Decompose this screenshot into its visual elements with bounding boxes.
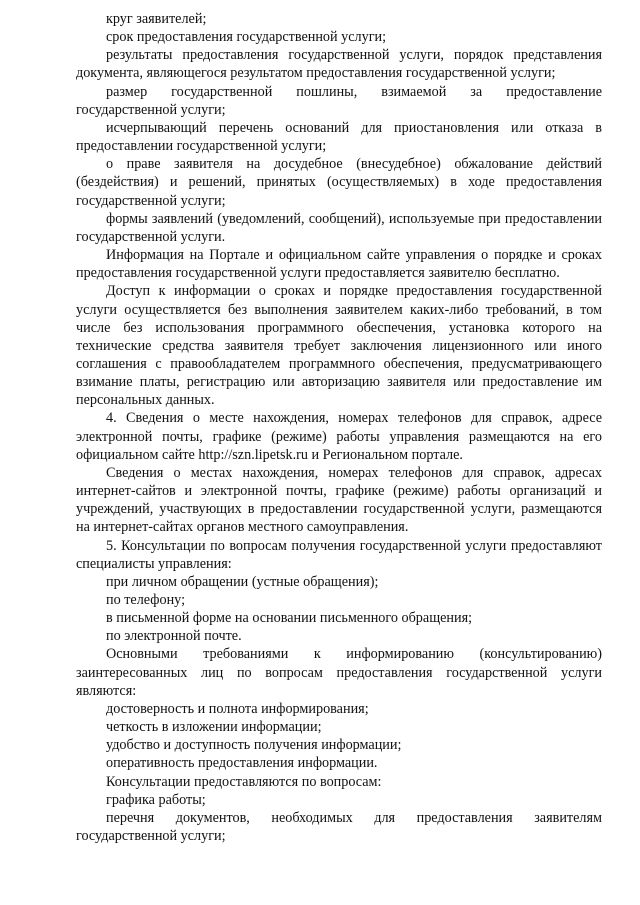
paragraph: в письменной форме на основании письменного обращения; <box>106 610 473 627</box>
document-page <box>76 10 602 845</box>
paragraph: размер государственной пошлины, взимаемой за предоставление государственной услуги; <box>76 83 602 118</box>
paragraph: Информация на Портале и официальном сайте управления о порядке и сроках предоставления государственной услуги предоставляется заявителю бесплатно. <box>76 247 602 282</box>
paragraph: Доступ к информации о сроках и порядке предоставления государственной услуги осуществляется без выполнения заявителем каких-либо требований, в том числе без использования программного обеспечения, установка которого на технические средства заявителя требует заключения лицензионного или иного соглашения с правообладателем программного обеспечения, предусматривающего взимание платы, регистрацию или авторизацию заявителя или предоставление им персональных данных. <box>76 283 602 409</box>
paragraph: формы заявлений (уведомлений, сообщений), используемые при предоставлении государственной услуги. <box>76 210 602 245</box>
paragraph: Основными требованиями к информированию (консультированию) заинтересованных лиц по вопросам предоставления государственной услуги являются: <box>76 646 602 699</box>
paragraph: о праве заявителя на досудебное (внесудебное) обжалование действий (бездействия) и решений, принятых (осуществляемых) в ходе предоставления государственной услуги; <box>76 156 602 209</box>
paragraph: круг заявителей; <box>106 11 207 27</box>
paragraph: графика работы; <box>106 791 206 808</box>
paragraph: удобство и доступность получения информации; <box>106 737 402 754</box>
paragraph: Консультации предоставляются по вопросам: <box>106 773 382 790</box>
paragraph: достоверность и полнота информирования; <box>106 700 369 717</box>
paragraph: 4. Сведения о месте нахождения, номерах телефонов для справок, адресе электронной почты, графике (режиме) работы управления размещаются на его официальном сайте http://szn.lipetsk.ru и Региональном портале. <box>76 410 602 463</box>
paragraph: при личном обращении (устные обращения); <box>106 573 379 590</box>
paragraph: четкость в изложении информации; <box>106 719 322 736</box>
paragraph: срок предоставления государственной услуги; <box>106 29 387 46</box>
paragraph: по телефону; <box>106 592 186 608</box>
paragraph: Сведения о местах нахождения, номерах телефонов для справок, адресах интернет-сайтов и электронной почты, графике (режиме) работы организаций и учреждений, участвующих в предоставлении государственной услуги, размещаются на интернет-сайтах органов местного самоуправления. <box>76 464 602 536</box>
paragraph: 5. Консультации по вопросам получения государственной услуги предоставляют специалисты управления: <box>76 537 602 572</box>
paragraph: перечня документов, необходимых для предоставления заявителям государственной услуги; <box>76 809 602 845</box>
paragraph: результаты предоставления государственной услуги, порядок представления документа, являющегося результатом предоставления государственной услуги; <box>76 47 602 82</box>
paragraph: оперативность предоставления информации. <box>106 755 378 772</box>
paragraph: исчерпывающий перечень оснований для приостановления или отказа в предоставлении государственной услуги; <box>76 119 602 155</box>
paragraph: по электронной почте. <box>106 628 242 645</box>
